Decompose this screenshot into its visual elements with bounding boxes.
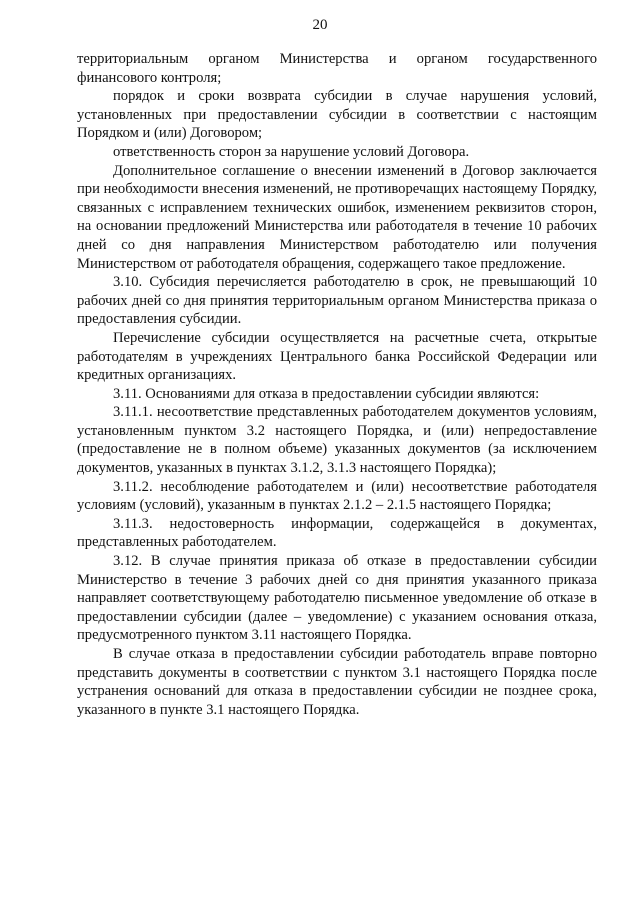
paragraph-3-11-2: 3.11.2. несоблюдение работодателем и (или) несоответствие работодателя условиям (условий), указанным в пунктах 2.1.2 – 2.1.5 настоящего Порядка; (77, 478, 597, 514)
paragraph-supplementary-agreement: Дополнительное соглашение о внесении изменений в Договор заключается при необходимости внесения изменений, не противоречащих настоящему Порядку, связанных с исправлением технических ошибок, изменением реквизитов сторон, на основании предложений Министерства или работодателя в течение 10 рабочих дней со дня направления Министерством работодателю или получения Министерством от работодателя обращения, содержащего такое предложение. (77, 162, 597, 272)
paragraph-liability: ответственность сторон за нарушение условий Договора. (113, 143, 470, 160)
paragraph-3-11: 3.11. Основаниями для отказа в предоставлении субсидии являются: (113, 385, 540, 402)
paragraph-3-11-1: 3.11.1. несоответствие представленных работодателем документов условиям, установленным пунктом 3.2 настоящего Порядка, и (или) непредоставление (предоставление не в полном объеме) указанных документов (за исключением документов, указанных в пунктах 3.1.2, 3.1.3 настоящего Порядка); (77, 404, 597, 477)
paragraph-3-11-3: 3.11.3. недостоверность информации, содержащейся в документах, представленных работодателем. (77, 515, 597, 551)
paragraph-3-12: 3.12. В случае принятия приказа об отказе в предоставлении субсидии Министерство в течение 3 рабочих дней со дня принятия указанного приказа направляет соответствующему работодателю письменное уведомление об отказе в предоставлении субсидии (далее – уведомление) с указанием основания отказа, предусмотренного пунктом 3.11 настоящего Порядка. (77, 553, 597, 644)
paragraph-resubmission: В случае отказа в предоставлении субсидии работодатель вправе повторно представить документы в соответствии с пунктом 3.1 настоящего Порядка после устранения оснований для отказа в предоставлении субсидии не позднее срока, указанного в пункте 3.1 настоящего Порядка. (77, 646, 597, 718)
paragraph-3-10: 3.10. Субсидия перечисляется работодателю в срок, не превышающий 10 рабочих дней со дня принятия территориальным органом Министерства приказа о предоставления субсидии. (77, 274, 597, 328)
page-number: 20 (312, 17, 328, 33)
page-body (77, 50, 597, 719)
paragraph-refund-procedure: порядок и сроки возврата субсидии в случае нарушения условий, установленных при предоставлении субсидии в соответствии с настоящим Порядком и (или) Договором; (77, 88, 597, 142)
paragraph-transfer-accounts: Перечисление субсидии осуществляется на расчетные счета, открытые работодателям в учреждениях Центрального банка Российской Федерации или кредитных организациях. (77, 329, 597, 384)
paragraph-control-bodies: территориальным органом Министерства и органом государственного финансового контроля; (77, 51, 597, 86)
